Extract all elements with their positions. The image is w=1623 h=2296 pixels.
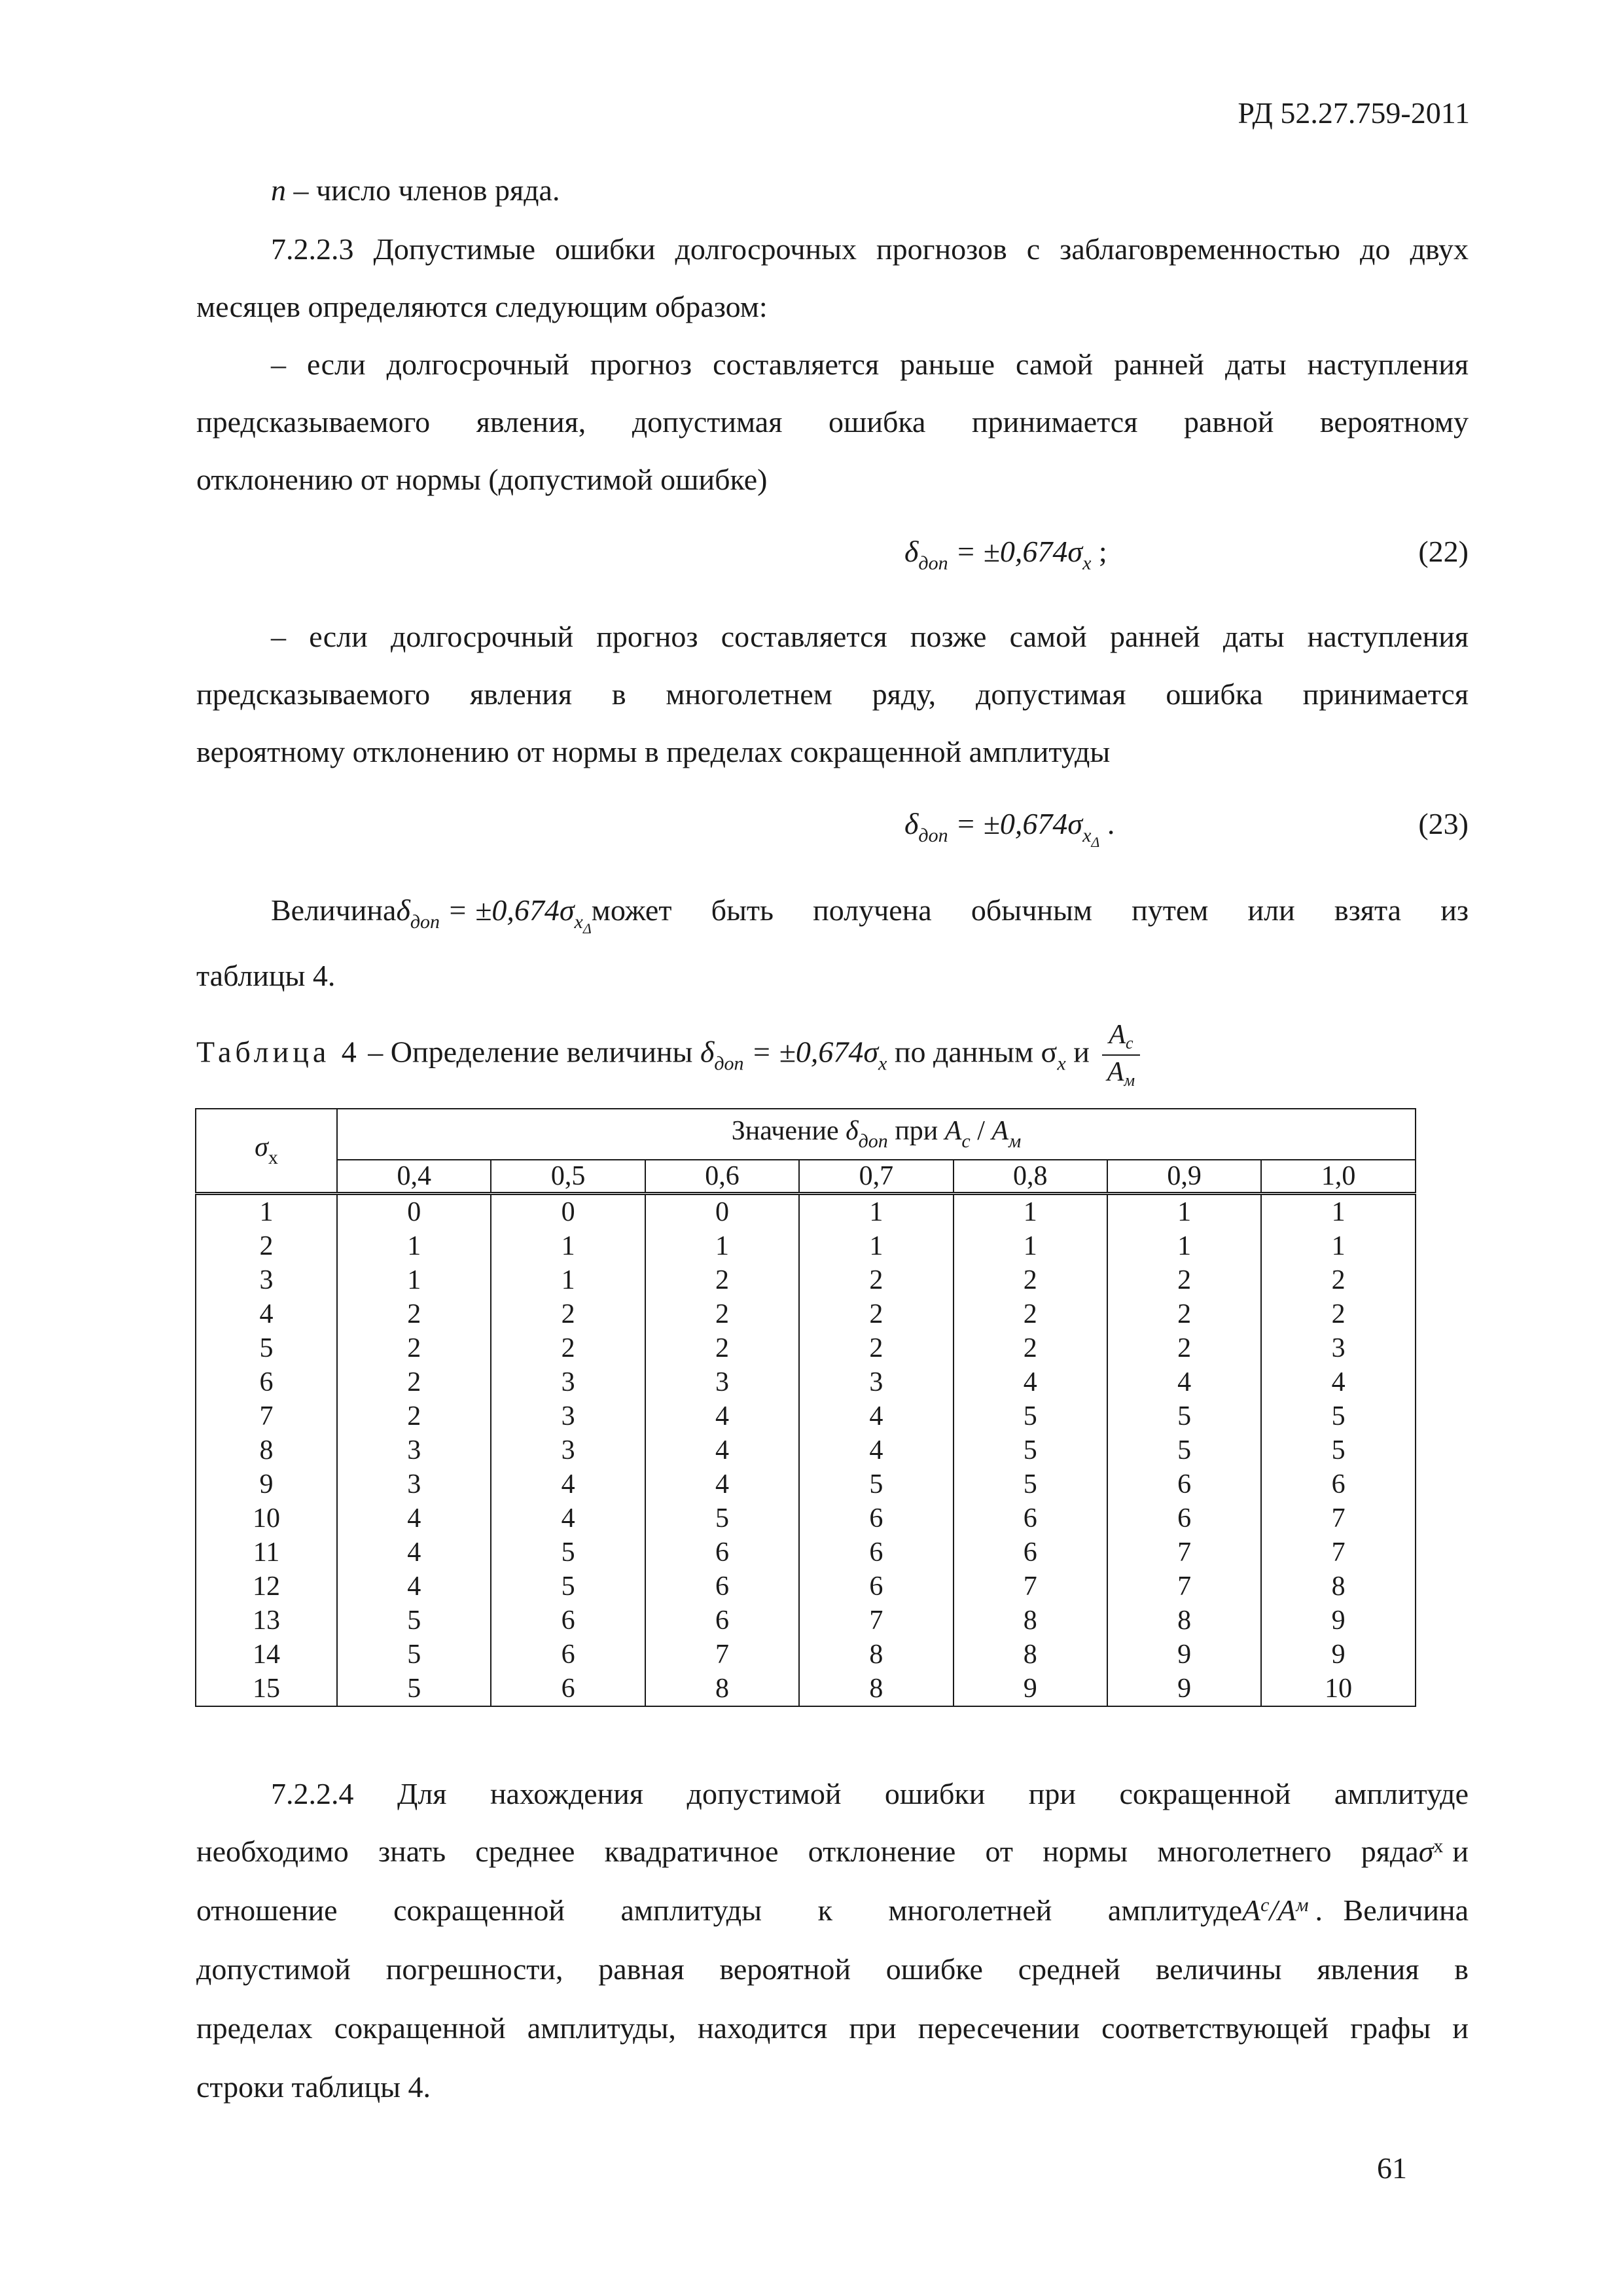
- table-row: [196, 1297, 1416, 1331]
- value-cell: 1: [799, 1194, 953, 1230]
- value-cell: 1: [954, 1194, 1107, 1230]
- value-cell: 2: [1107, 1331, 1261, 1365]
- value-cell: 2: [1261, 1297, 1416, 1331]
- table-row: [196, 1672, 1416, 1706]
- bullet1-line2: предсказываемого явления, допустимая ошибка принимается равной вероятному: [196, 405, 1469, 439]
- value-cell: 6: [491, 1672, 645, 1706]
- value-cell: 4: [645, 1433, 799, 1467]
- value-cell: 1: [337, 1229, 491, 1263]
- value-cell: 0: [645, 1194, 799, 1230]
- value-cell: 6: [645, 1604, 799, 1638]
- table-row: [196, 1399, 1416, 1433]
- value-cell: 5: [954, 1467, 1107, 1501]
- ratio-fraction: $\frac{A_c}{A_м}$: [1102, 1021, 1139, 1089]
- value-cell: 6: [799, 1501, 953, 1535]
- value-cell: 10: [1261, 1672, 1416, 1706]
- value-cell: 4: [799, 1433, 953, 1467]
- bullet2-line3: вероятному отклонению от нормы в пределах сокращенной амплитуды: [196, 735, 1111, 768]
- column-header: 0,8: [954, 1160, 1107, 1194]
- value-cell: 2: [337, 1399, 491, 1433]
- value-cell: 3: [491, 1433, 645, 1467]
- page-number: 61: [1377, 2151, 1407, 2185]
- value-cell: 8: [645, 1672, 799, 1706]
- value-cell: 3: [491, 1365, 645, 1399]
- intro-line: [271, 175, 1469, 206]
- value-cell: 2: [337, 1365, 491, 1399]
- para-7224-line6: строки таблицы 4.: [196, 2070, 431, 2104]
- value-cell: 5: [799, 1467, 953, 1501]
- value-cell: 2: [645, 1263, 799, 1297]
- para-value-line1: [271, 895, 1469, 936]
- value-cell: 0: [491, 1194, 645, 1230]
- sigma-cell: 11: [196, 1535, 337, 1570]
- column-header: 0,5: [491, 1160, 645, 1194]
- value-cell: 2: [1107, 1263, 1261, 1297]
- value-cell: 5: [337, 1672, 491, 1706]
- para-7224-line5: пределах сокращенной амплитуды, находится при пересечении соответствующей графы и: [196, 2011, 1469, 2045]
- value-cell: 2: [645, 1297, 799, 1331]
- value-cell: 9: [1107, 1672, 1261, 1706]
- value-cell: 1: [1107, 1194, 1261, 1230]
- sigma-cell: 10: [196, 1501, 337, 1535]
- sigma-cell: 3: [196, 1263, 337, 1297]
- value-cell: 5: [1107, 1433, 1261, 1467]
- column-header: 1,0: [1261, 1160, 1416, 1194]
- value-cell: 8: [1107, 1604, 1261, 1638]
- value-cell: 8: [799, 1638, 953, 1672]
- value-cell: 4: [954, 1365, 1107, 1399]
- value-cell: 2: [491, 1331, 645, 1365]
- sigma-cell: 1: [196, 1194, 337, 1230]
- table-row: [196, 1263, 1416, 1297]
- value-cell: 2: [1261, 1263, 1416, 1297]
- value-cell: 9: [1107, 1638, 1261, 1672]
- sigma-cell: 5: [196, 1331, 337, 1365]
- value-cell: 2: [337, 1297, 491, 1331]
- value-cell: 6: [491, 1604, 645, 1638]
- value-cell: 4: [491, 1501, 645, 1535]
- table-4-caption: Таблица 4 – Определение величины $\delta_{доп} = \pm 0,674\sigma_x$ по данным $\sigma_x$ и $\frac{A_c}{A_м}$: [196, 1021, 1140, 1089]
- value-cell: 8: [799, 1672, 953, 1706]
- value-cell: 8: [954, 1604, 1107, 1638]
- para-7223-line1: 7.2.2.3 Допустимые ошибки долгосрочных прогнозов с заблаговременностью до двух: [271, 232, 1469, 266]
- table-label: Таблица 4: [196, 1035, 361, 1069]
- value-cell: 1: [1261, 1194, 1416, 1230]
- sigma-cell: 6: [196, 1365, 337, 1399]
- value-cell: 8: [954, 1638, 1107, 1672]
- bullet1-line1: – если долгосрочный прогноз составляется раньше самой ранней даты наступления: [271, 348, 1469, 381]
- equation-23-formula: $\delta_{доп} = \pm 0,674\sigma_{x_\Delta}$ .: [904, 807, 1115, 850]
- value-cell: 1: [491, 1263, 645, 1297]
- bullet1-line3: отклонению от нормы (допустимой ошибке): [196, 463, 768, 496]
- value-cell: 4: [645, 1399, 799, 1433]
- value-cell: 7: [1261, 1535, 1416, 1570]
- value-cell: 2: [491, 1297, 645, 1331]
- value-cell: 4: [491, 1467, 645, 1501]
- equation-23-number: (23): [1418, 807, 1469, 840]
- table-row: [196, 1570, 1416, 1604]
- value-cell: 5: [645, 1501, 799, 1535]
- table-row: [196, 1604, 1416, 1638]
- value-cell: 2: [645, 1331, 799, 1365]
- value-cell: 4: [337, 1501, 491, 1535]
- table-row: [196, 1535, 1416, 1570]
- value-cell: 8: [1261, 1570, 1416, 1604]
- sigma-cell: 14: [196, 1638, 337, 1672]
- table-row: [196, 1194, 1416, 1230]
- equation-23: [196, 809, 1469, 861]
- sigma-cell: 12: [196, 1570, 337, 1604]
- column-header: 0,9: [1107, 1160, 1261, 1194]
- column-header: 0,7: [799, 1160, 953, 1194]
- value-cell: 2: [954, 1263, 1107, 1297]
- group-header: Значение $\delta_{доп}$ при $A_c / A_м$: [337, 1109, 1416, 1160]
- value-cell: 1: [645, 1229, 799, 1263]
- value-cell: 5: [491, 1535, 645, 1570]
- value-cell: 5: [337, 1604, 491, 1638]
- value-cell: 1: [1107, 1229, 1261, 1263]
- table-row: [196, 1365, 1416, 1399]
- value-cell: 7: [1107, 1535, 1261, 1570]
- value-cell: 4: [799, 1399, 953, 1433]
- value-cell: 3: [337, 1467, 491, 1501]
- value-cell: 6: [799, 1570, 953, 1604]
- value-cell: 6: [1107, 1501, 1261, 1535]
- value-cell: 1: [954, 1229, 1107, 1263]
- value-cell: 7: [799, 1604, 953, 1638]
- value-cell: 6: [645, 1570, 799, 1604]
- para-value-tail: может быть получена обычным путем или взята из: [591, 893, 1469, 927]
- sigma-cell: 15: [196, 1672, 337, 1706]
- table-4: [195, 1108, 1416, 1707]
- para-7224-line4: допустимой погрешности, равная вероятной ошибке средней величины явления в: [196, 1952, 1469, 1986]
- value-cell: 2: [954, 1297, 1107, 1331]
- value-cell: 2: [1107, 1297, 1261, 1331]
- para-value-word: Величина: [271, 893, 397, 927]
- value-cell: 9: [1261, 1638, 1416, 1672]
- para-value-formula: $\delta_{доп} = \pm 0,674\sigma_{x_\Delta}$: [396, 893, 592, 937]
- table-row: [196, 1467, 1416, 1501]
- value-cell: 3: [1261, 1331, 1416, 1365]
- value-cell: 1: [337, 1263, 491, 1297]
- sigma-cell: 4: [196, 1297, 337, 1331]
- value-cell: 2: [954, 1331, 1107, 1365]
- value-cell: 2: [799, 1297, 953, 1331]
- table-row: [196, 1433, 1416, 1467]
- value-cell: 6: [1107, 1467, 1261, 1501]
- value-cell: 3: [645, 1365, 799, 1399]
- value-cell: 1: [491, 1229, 645, 1263]
- value-cell: 5: [1107, 1399, 1261, 1433]
- sigma-cell: 9: [196, 1467, 337, 1501]
- value-cell: 2: [799, 1331, 953, 1365]
- para-7224-line3: отношение сокращенной амплитуды к многолетней амплитуде A c / A м . Величина: [196, 1893, 1469, 1927]
- equation-22-formula: $\delta_{доп} = \pm 0,674\sigma_x$ ;: [904, 535, 1107, 574]
- column-header: 0,6: [645, 1160, 799, 1194]
- value-cell: 7: [954, 1570, 1107, 1604]
- table-row: [196, 1501, 1416, 1535]
- value-cell: 4: [337, 1535, 491, 1570]
- value-cell: 2: [799, 1263, 953, 1297]
- value-cell: 7: [1107, 1570, 1261, 1604]
- sigma-header: $\sigma_x$: [196, 1109, 337, 1194]
- value-cell: 5: [491, 1570, 645, 1604]
- equation-22: [196, 537, 1469, 589]
- value-cell: 4: [645, 1467, 799, 1501]
- sigma-cell: 8: [196, 1433, 337, 1467]
- value-cell: 6: [954, 1501, 1107, 1535]
- para-7223-line2: месяцев определяются следующим образом:: [196, 290, 768, 323]
- value-cell: 1: [1261, 1229, 1416, 1263]
- value-cell: 5: [337, 1638, 491, 1672]
- var-n: n: [271, 173, 286, 207]
- value-cell: 7: [645, 1638, 799, 1672]
- value-cell: 7: [1261, 1501, 1416, 1535]
- table-row: [196, 1229, 1416, 1263]
- sigma-cell: 13: [196, 1604, 337, 1638]
- value-cell: 3: [337, 1433, 491, 1467]
- para-7224-line1: 7.2.2.4 Для нахождения допустимой ошибки при сокращенной амплитуде: [271, 1777, 1469, 1810]
- value-cell: 5: [1261, 1433, 1416, 1467]
- bullet2-line2: предсказываемого явления в многолетнем ряду, допустимая ошибка принимается: [196, 677, 1469, 711]
- value-cell: 9: [1261, 1604, 1416, 1638]
- value-cell: 6: [491, 1638, 645, 1672]
- value-cell: 2: [337, 1331, 491, 1365]
- sigma-cell: 2: [196, 1229, 337, 1263]
- equation-22-number: (22): [1418, 535, 1469, 568]
- value-cell: 5: [954, 1433, 1107, 1467]
- value-cell: 6: [799, 1535, 953, 1570]
- value-cell: 5: [1261, 1399, 1416, 1433]
- column-header: 0,4: [337, 1160, 491, 1194]
- value-cell: 4: [337, 1570, 491, 1604]
- value-cell: 6: [954, 1535, 1107, 1570]
- value-cell: 0: [337, 1194, 491, 1230]
- table-row: [196, 1331, 1416, 1365]
- sigma-cell: 7: [196, 1399, 337, 1433]
- value-cell: 9: [954, 1672, 1107, 1706]
- value-cell: 6: [1261, 1467, 1416, 1501]
- bullet2-line1: – если долгосрочный прогноз составляется позже самой ранней даты наступления: [271, 620, 1469, 653]
- value-cell: 5: [954, 1399, 1107, 1433]
- table-row: [196, 1638, 1416, 1672]
- value-cell: 1: [799, 1229, 953, 1263]
- value-cell: 6: [645, 1535, 799, 1570]
- para-7224-line2: необходимо знать среднее квадратичное отклонение от нормы многолетнего ряда σ x и: [196, 1835, 1469, 1868]
- value-cell: 4: [1261, 1365, 1416, 1399]
- value-cell: 3: [799, 1365, 953, 1399]
- intro-text: – число членов ряда.: [286, 173, 560, 207]
- document-code: РД 52.27.759-2011: [1238, 96, 1470, 130]
- value-cell: 3: [491, 1399, 645, 1433]
- value-cell: 4: [1107, 1365, 1261, 1399]
- para-value-line2: таблицы 4.: [196, 959, 336, 992]
